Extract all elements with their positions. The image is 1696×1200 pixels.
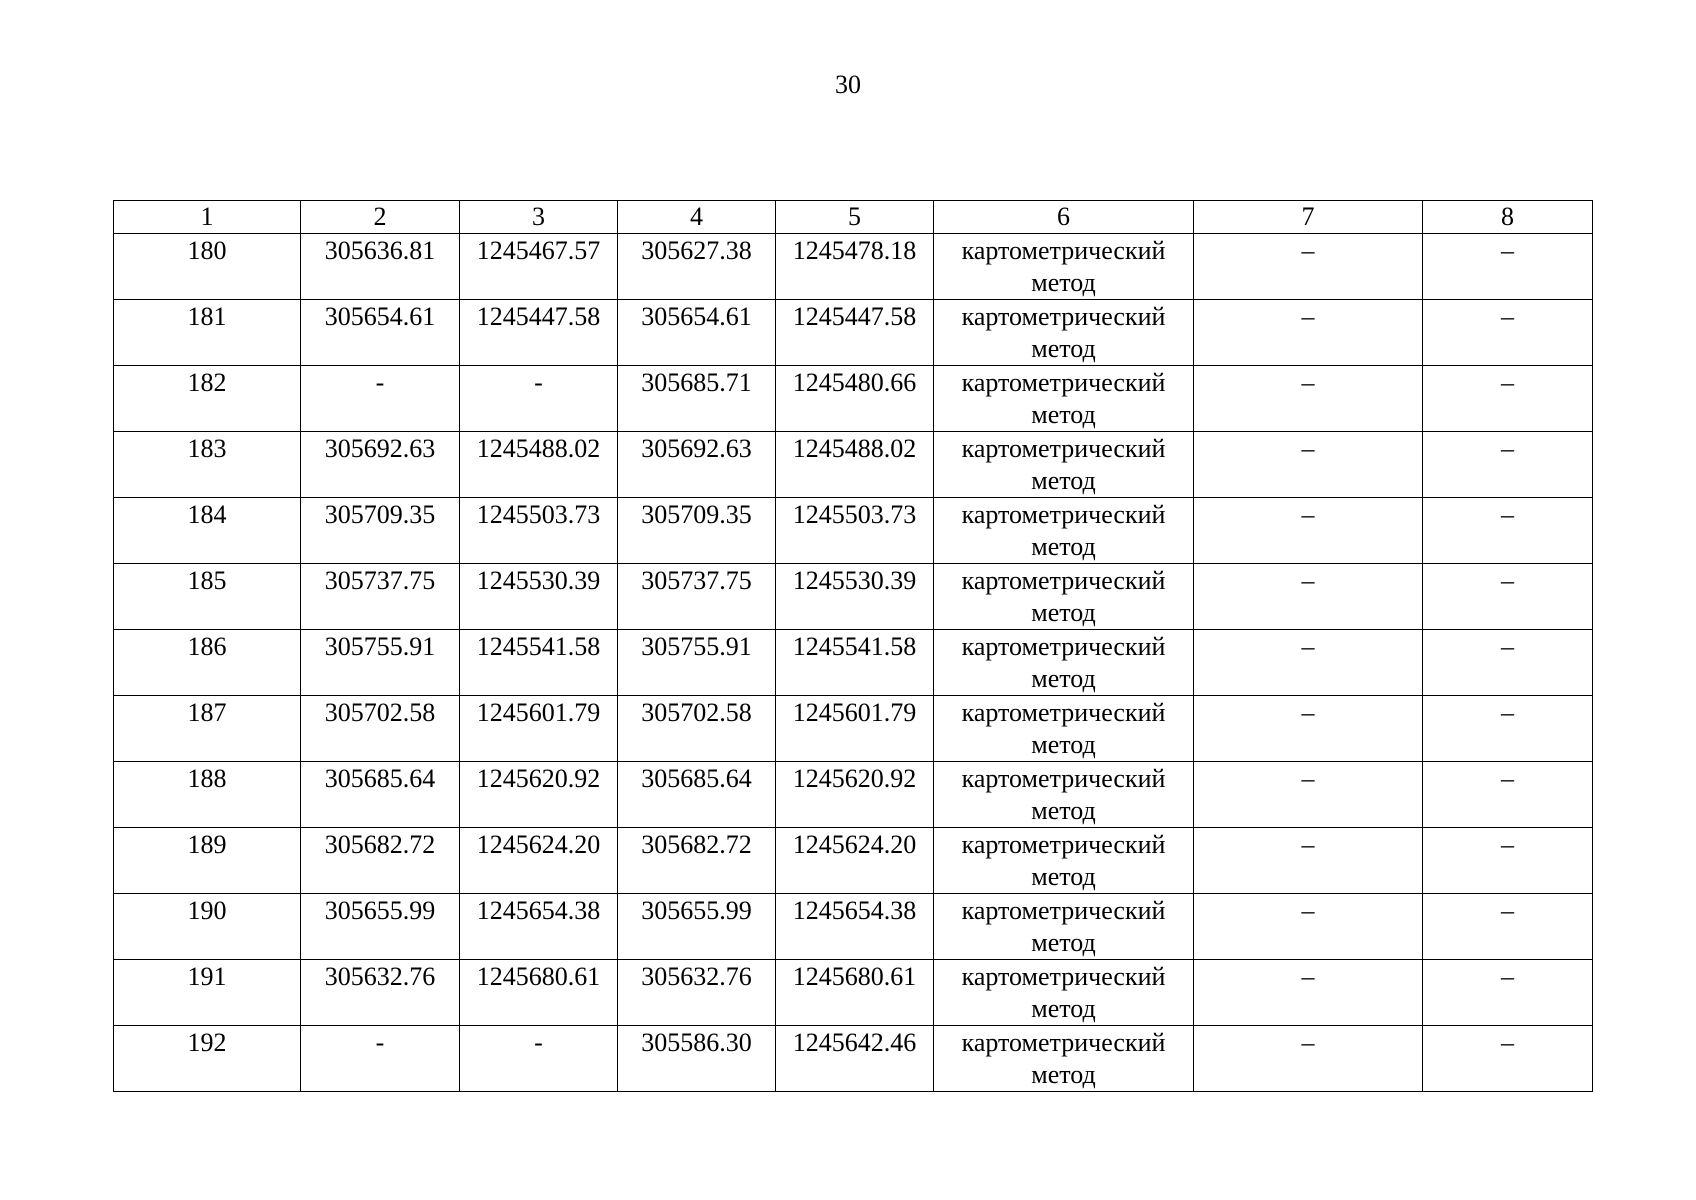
- column-header: 5: [776, 201, 934, 234]
- column-header: 3: [460, 201, 618, 234]
- table-cell: –: [1194, 498, 1423, 564]
- table-row: [114, 696, 1593, 762]
- table-cell: –: [1194, 960, 1423, 1026]
- table-cell: –: [1423, 234, 1593, 300]
- table-cell: 184: [114, 498, 301, 564]
- table-cell: –: [1423, 498, 1593, 564]
- table-cell: –: [1194, 696, 1423, 762]
- table-cell: –: [1423, 762, 1593, 828]
- table-cell: 189: [114, 828, 301, 894]
- table-cell: 305685.64: [301, 762, 460, 828]
- table-row: [114, 498, 1593, 564]
- column-header: 2: [301, 201, 460, 234]
- table-cell: –: [1194, 366, 1423, 432]
- table-cell: 1245478.18: [776, 234, 934, 300]
- table-cell: -: [460, 1026, 618, 1092]
- table-cell: картометрический метод: [934, 762, 1194, 828]
- table-cell: 305709.35: [618, 498, 776, 564]
- table-cell: 305655.99: [618, 894, 776, 960]
- table-cell: 305655.99: [301, 894, 460, 960]
- table-cell: 1245680.61: [460, 960, 618, 1026]
- table-cell: картометрический метод: [934, 564, 1194, 630]
- table-cell: –: [1194, 828, 1423, 894]
- table-cell: 192: [114, 1026, 301, 1092]
- table-cell: –: [1194, 300, 1423, 366]
- table-cell: –: [1423, 696, 1593, 762]
- table-header: [114, 201, 1593, 234]
- page-number: 30: [835, 70, 861, 99]
- table-row: [114, 366, 1593, 432]
- table-cell: 185: [114, 564, 301, 630]
- table-row: [114, 960, 1593, 1026]
- table-cell: 1245620.92: [776, 762, 934, 828]
- table-cell: 305685.71: [618, 366, 776, 432]
- table-cell: 180: [114, 234, 301, 300]
- table-cell: 305709.35: [301, 498, 460, 564]
- table-cell: –: [1194, 894, 1423, 960]
- table-cell: –: [1194, 762, 1423, 828]
- table-cell: картометрический метод: [934, 234, 1194, 300]
- table-cell: -: [301, 366, 460, 432]
- table-cell: 305685.64: [618, 762, 776, 828]
- table-cell: 1245467.57: [460, 234, 618, 300]
- table-cell: картометрический метод: [934, 300, 1194, 366]
- table-cell: 305737.75: [618, 564, 776, 630]
- table-cell: 305632.76: [301, 960, 460, 1026]
- table-cell: -: [460, 366, 618, 432]
- table-cell: 305632.76: [618, 960, 776, 1026]
- table-cell: 305702.58: [618, 696, 776, 762]
- table-cell: 1245601.79: [776, 696, 934, 762]
- table-cell: 186: [114, 630, 301, 696]
- table-cell: картометрический метод: [934, 366, 1194, 432]
- table-cell: 1245530.39: [460, 564, 618, 630]
- table-cell: 1245654.38: [460, 894, 618, 960]
- table-cell: –: [1194, 630, 1423, 696]
- table-cell: картометрический метод: [934, 498, 1194, 564]
- table-cell: 1245624.20: [460, 828, 618, 894]
- table-cell: 1245624.20: [776, 828, 934, 894]
- table-cell: –: [1194, 564, 1423, 630]
- table-cell: картометрический метод: [934, 630, 1194, 696]
- table-cell: –: [1423, 300, 1593, 366]
- table-row: [114, 300, 1593, 366]
- table-cell: –: [1423, 630, 1593, 696]
- column-header: 1: [114, 201, 301, 234]
- table-cell: 1245620.92: [460, 762, 618, 828]
- table-row: [114, 894, 1593, 960]
- table-cell: 1245530.39: [776, 564, 934, 630]
- table-cell: -: [301, 1026, 460, 1092]
- table-row: [114, 762, 1593, 828]
- table-cell: –: [1194, 1026, 1423, 1092]
- table-cell: 1245601.79: [460, 696, 618, 762]
- table-cell: 1245488.02: [776, 432, 934, 498]
- column-header: 4: [618, 201, 776, 234]
- table-cell: 305682.72: [301, 828, 460, 894]
- table-cell: 1245680.61: [776, 960, 934, 1026]
- table-cell: 1245541.58: [460, 630, 618, 696]
- table-cell: 181: [114, 300, 301, 366]
- header-row: [114, 201, 1593, 234]
- table-cell: 1245503.73: [776, 498, 934, 564]
- table-row: [114, 828, 1593, 894]
- table-cell: –: [1423, 366, 1593, 432]
- table-row: [114, 564, 1593, 630]
- table-cell: –: [1423, 894, 1593, 960]
- table-cell: картометрический метод: [934, 432, 1194, 498]
- table-cell: 305755.91: [618, 630, 776, 696]
- table-cell: 305654.61: [301, 300, 460, 366]
- table-cell: 305692.63: [618, 432, 776, 498]
- table-cell: 1245503.73: [460, 498, 618, 564]
- table-cell: 182: [114, 366, 301, 432]
- table-cell: картометрический метод: [934, 894, 1194, 960]
- table-cell: 190: [114, 894, 301, 960]
- table-cell: –: [1423, 564, 1593, 630]
- table-cell: 1245447.58: [460, 300, 618, 366]
- table-cell: 305682.72: [618, 828, 776, 894]
- table-cell: 305627.38: [618, 234, 776, 300]
- table-cell: 183: [114, 432, 301, 498]
- table-row: [114, 1026, 1593, 1092]
- table-cell: 187: [114, 696, 301, 762]
- table-cell: 191: [114, 960, 301, 1026]
- table-cell: картометрический метод: [934, 696, 1194, 762]
- table-cell: –: [1423, 432, 1593, 498]
- table-cell: 305636.81: [301, 234, 460, 300]
- table-cell: 305737.75: [301, 564, 460, 630]
- table-cell: –: [1423, 828, 1593, 894]
- table-cell: –: [1194, 234, 1423, 300]
- table-cell: 305755.91: [301, 630, 460, 696]
- table-cell: картометрический метод: [934, 1026, 1194, 1092]
- table-cell: 305654.61: [618, 300, 776, 366]
- table-cell: 1245447.58: [776, 300, 934, 366]
- table-row: [114, 234, 1593, 300]
- table-cell: 305586.30: [618, 1026, 776, 1092]
- table-cell: 188: [114, 762, 301, 828]
- table-row: [114, 630, 1593, 696]
- table-body: [114, 234, 1593, 1092]
- column-header: 6: [934, 201, 1194, 234]
- table-cell: 1245480.66: [776, 366, 934, 432]
- table-cell: 305692.63: [301, 432, 460, 498]
- table-row: [114, 432, 1593, 498]
- table-cell: 1245642.46: [776, 1026, 934, 1092]
- column-header: 7: [1194, 201, 1423, 234]
- coordinates-table: [113, 200, 1593, 1092]
- table-cell: 1245488.02: [460, 432, 618, 498]
- table-cell: картометрический метод: [934, 960, 1194, 1026]
- table-cell: 305702.58: [301, 696, 460, 762]
- table-cell: –: [1423, 1026, 1593, 1092]
- table-cell: –: [1423, 960, 1593, 1026]
- table-cell: 1245541.58: [776, 630, 934, 696]
- column-header: 8: [1423, 201, 1593, 234]
- table-cell: картометрический метод: [934, 828, 1194, 894]
- table-cell: 1245654.38: [776, 894, 934, 960]
- table-cell: –: [1194, 432, 1423, 498]
